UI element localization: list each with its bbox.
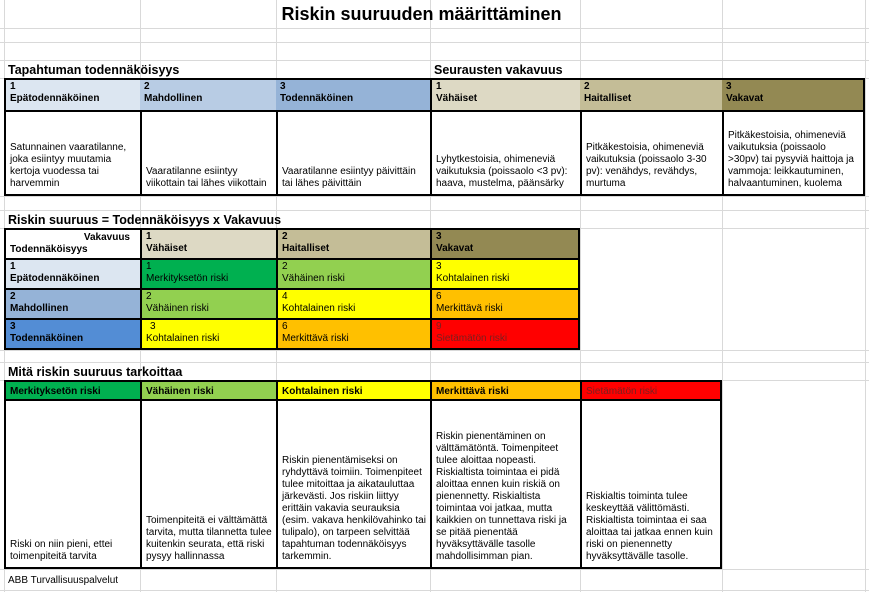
level-number: 1: [146, 231, 152, 242]
footer-credit: ABB Turvallisuuspalvelut: [8, 575, 119, 586]
meaning-label-moderate: Kohtalainen riski: [276, 380, 430, 401]
risk-score: 1: [146, 261, 152, 272]
matrix-cell: [276, 258, 430, 288]
level-name: Vähäiset: [436, 93, 478, 104]
level-name: Todennäköinen: [280, 93, 354, 104]
matrix-cell: [430, 258, 580, 288]
meaning-label-negligible: Merkityksetön riski: [4, 380, 140, 401]
desc-text: Toimenpiteitä ei välttämättä tarvita, mutta tilannetta tulee kuitenkin seurata, että riski pysyy hallinnassa: [146, 515, 272, 562]
matrix-cell: [140, 318, 276, 350]
matrix-col-severity-2: [276, 228, 430, 258]
probability-heading: Tapahtuman todennäköisyys: [8, 63, 180, 77]
risk-label: Kohtalainen riski: [436, 273, 510, 284]
probability-desc-1: [4, 112, 140, 196]
level-name: Epätodennäköinen: [10, 93, 100, 104]
risk-score: 3: [150, 321, 156, 332]
level-number: 2: [144, 81, 150, 92]
desc-text: Riski on niin pieni, ettei toimenpiteitä tarvita: [10, 539, 113, 562]
matrix-cell: [276, 318, 430, 350]
level-name: Mahdollinen: [144, 93, 203, 104]
severity-level-1: [430, 78, 580, 112]
severity-level-3: [722, 78, 865, 112]
risk-score: 6: [282, 321, 288, 332]
risk-score: 4: [282, 291, 288, 302]
level-name: Todennäköinen: [10, 333, 84, 344]
matrix-cell: [140, 258, 276, 288]
risk-label: Merkityksetön riski: [146, 273, 229, 284]
level-number: 2: [10, 291, 16, 302]
level-number: 1: [10, 261, 16, 272]
level-number: 2: [584, 81, 590, 92]
level-name: Vakavat: [436, 243, 474, 254]
matrix-col-severity-1: [140, 228, 276, 258]
probability-desc-2: [140, 112, 276, 196]
risk-label: Kohtalainen riski: [146, 333, 220, 344]
probability-level-1: [4, 78, 140, 112]
risk-score: 6: [436, 291, 442, 302]
desc-text: Riskialtis toiminta tulee keskeyttää välittömästi. Riskialtista toimintaa ei saa aloittaa tai jatkaa ennen kuin riski on pienennetty hyväksyttävälle tasolle.: [586, 491, 713, 562]
desc-text: Riskin pienentämiseksi on ryhdyttävä toimiin. Toimenpiteet tulee mitoittaa ja aikatauluttaa järkevästi. Jos riskiin liittyy erittäin vakavia seurauksia (esim. vakava henkilövahinko tai tulipalo), on tarpeen selvittää tapahtuman todennäköisyys tarkemmin.: [282, 455, 426, 562]
level-name: Mahdollinen: [10, 303, 69, 314]
matrix-cell: [430, 288, 580, 318]
desc-text: Lyhytkestoisia, ohimeneviä vaikutuksia (poissaolo <3 pv): haava, mustelma, päänsärky: [436, 154, 568, 189]
meaning-heading: Mitä riskin suuruus tarkoittaa: [8, 365, 183, 379]
risk-label: Merkittävä riski: [282, 333, 349, 344]
level-number: 3: [726, 81, 732, 92]
level-number: 3: [436, 231, 442, 242]
severity-level-2: [580, 78, 722, 112]
probability-level-3: [276, 78, 430, 112]
level-name: Haitalliset: [584, 93, 632, 104]
level-number: 3: [10, 321, 16, 332]
meaning-label-minor: Vähäinen riski: [140, 380, 276, 401]
probability-level-2: [140, 78, 276, 112]
severity-desc-2: [580, 112, 722, 196]
desc-text: Vaaratilanne esiintyy päivittäin tai lähes päivittäin: [282, 166, 416, 189]
risk-score: 9: [436, 321, 442, 332]
meaning-desc-moderate: [276, 401, 430, 569]
level-number: 1: [436, 81, 442, 92]
severity-heading: Seurausten vakavuus: [434, 63, 563, 77]
matrix-corner-probability: Todennäköisyys: [10, 244, 88, 255]
level-name: Vakavat: [726, 93, 764, 104]
meaning-desc-significant: [430, 401, 580, 569]
meaning-label-significant: Merkittävä riski: [430, 380, 580, 401]
desc-text: Riskin pienentäminen on välttämätöntä. Toimenpiteet tulee aloittaa nopeasti. Riskialtista toimintaa ei pidä aloittaa ennen kuin riskiä on pienennetty. Riskialtista toimintaa voi jatkaa, mutta kaikkien on tunnettava riski ja se pitää pienentää hyväksyttävälle tasolle mahdollisimman pian.: [436, 431, 567, 562]
level-number: 2: [282, 231, 288, 242]
matrix-heading: Riskin suuruus = Todennäköisyys x Vakavuus: [8, 213, 282, 227]
risk-score: 2: [282, 261, 288, 272]
meaning-desc-minor: [140, 401, 276, 569]
severity-desc-1: [430, 112, 580, 196]
level-number: 1: [10, 81, 16, 92]
risk-label: Vähäinen riski: [146, 303, 209, 314]
matrix-row-probability-1: [4, 258, 140, 288]
probability-desc-3: [276, 112, 430, 196]
matrix-row-probability-3: [4, 318, 140, 350]
risk-label: Kohtalainen riski: [282, 303, 356, 314]
meaning-desc-intolerable: [580, 401, 722, 569]
severity-desc-3: [722, 112, 865, 196]
meaning-label-intolerable: Sietämätön riski: [580, 380, 722, 401]
risk-score: 3: [436, 261, 442, 272]
matrix-cell: [276, 288, 430, 318]
desc-text: Pitkäkestoisia, ohimeneviä vaikutuksia (poissaolo 3-30 pv): venähdys, revähdys, murtuma: [586, 142, 707, 189]
risk-label: Sietämätön riski: [436, 333, 508, 344]
matrix-corner: [4, 228, 140, 258]
risk-label: Merkittävä riski: [436, 303, 503, 314]
meaning-desc-negligible: [4, 401, 140, 569]
risk-label: Vähäinen riski: [282, 273, 345, 284]
risk-score: 2: [146, 291, 152, 302]
level-name: Vähäiset: [146, 243, 188, 254]
desc-text: Satunnainen vaaratilanne, joka esiintyy muutamia kertoja vuodessa tai harvemmin: [10, 142, 127, 189]
level-name: Epätodennäköinen: [10, 273, 100, 284]
desc-text: Pitkäkestoisia, ohimeneviä vaikutuksia (poissaolo >30pv) tai pysyviä haittoja ja vammoja: leikkautuminen, halvaantuminen, kuolema: [728, 130, 854, 189]
level-name: Haitalliset: [282, 243, 330, 254]
desc-text: Vaaratilanne esiintyy viikottain tai lähes viikottain: [146, 166, 267, 189]
matrix-cell: [430, 318, 580, 350]
matrix-cell: [140, 288, 276, 318]
matrix-corner-severity: Vakavuus: [83, 232, 130, 243]
matrix-col-severity-3: [430, 228, 580, 258]
level-number: 3: [280, 81, 286, 92]
page-title: Riskin suuruuden määrittäminen: [281, 4, 562, 24]
matrix-row-probability-2: [4, 288, 140, 318]
